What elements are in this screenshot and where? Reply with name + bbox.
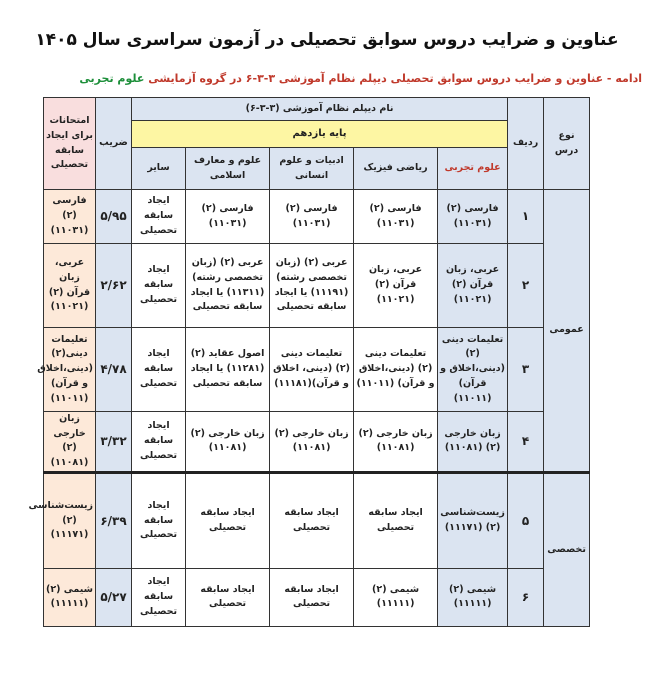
page-title: عناوین و ضرایب دروس سوابق تحصیلی در آزمون سراسری سال ۱۴۰۵ bbox=[35, 30, 619, 50]
cell-coefficient: ۴/۷۸ bbox=[96, 328, 132, 412]
cell-coefficient: ۳/۳۲ bbox=[96, 412, 132, 473]
cell-tajrobi: تعلیمات دینی (۲) (دینی،اخلاق و قرآن) (۱۱۰۱۱) bbox=[438, 328, 508, 412]
cell-exam: زبان خارجی (۲) (۱۱۰۸۱) bbox=[44, 412, 96, 473]
col-riazi: ریاضی فیزیک bbox=[354, 148, 438, 190]
cell-coefficient: ۶/۳۹ bbox=[96, 472, 132, 568]
cell-adabiat: زبان خارجی (۲) (۱۱۰۸۱) bbox=[270, 412, 354, 473]
row-number: ۵ bbox=[508, 472, 544, 568]
table-row bbox=[44, 244, 590, 328]
row-number: ۳ bbox=[508, 328, 544, 412]
subtitle-text: ادامه - عناوین و ضرایب دروس سوابق تحصیلی دیپلم نظام آموزشی ۳-۳-۶ در گروه آزمایشی bbox=[148, 72, 642, 85]
group-special: تخصصی bbox=[544, 472, 590, 626]
cell-sayer: ایجاد سابقه تحصیلی bbox=[132, 568, 186, 626]
cell-riazi: زبان خارجی (۲) (۱۱۰۸۱) bbox=[354, 412, 438, 473]
table-row bbox=[44, 472, 590, 568]
cell-tajrobi: زیست‌شناسی (۲) (۱۱۱۷۱) bbox=[438, 472, 508, 568]
cell-adabiat: عربی (۲) (زبان تخصصی رشته) (۱۱۱۹۱) یا ایجاد سابقه تحصیلی bbox=[270, 244, 354, 328]
col-adabiat: ادبیات و علوم انسانی bbox=[270, 148, 354, 190]
cell-maaref: عربی (۲) (زبان تخصصی رشته) (۱۱۳۱۱) یا ایجاد سابقه تحصیلی bbox=[186, 244, 270, 328]
cell-riazi: شیمی (۲) (۱۱۱۱۱) bbox=[354, 568, 438, 626]
subtitle bbox=[12, 72, 642, 85]
cell-exam: تعلیمات دینی(۲) (دینی،اخلاق و قرآن) (۱۱۰۱۱) bbox=[44, 328, 96, 412]
cell-maaref: زبان خارجی (۲) (۱۱۰۸۱) bbox=[186, 412, 270, 473]
cell-maaref: ایجاد سابقه تحصیلی bbox=[186, 568, 270, 626]
row-number: ۴ bbox=[508, 412, 544, 473]
cell-coefficient: ۵/۲۷ bbox=[96, 568, 132, 626]
cell-maaref: ایجاد سابقه تحصیلی bbox=[186, 472, 270, 568]
cell-exam: عربی، زبان قرآن (۲) (۱۱۰۲۱) bbox=[44, 244, 96, 328]
col-tajrobi: علوم تجربی bbox=[438, 148, 508, 190]
group-general: عمومی bbox=[544, 190, 590, 473]
col-sayer: سایر bbox=[132, 148, 186, 190]
subtitle-group: علوم تجربی bbox=[79, 72, 145, 85]
cell-adabiat: فارسی (۲) (۱۱۰۳۱) bbox=[270, 190, 354, 244]
col-maaref: علوم و معارف اسلامی bbox=[186, 148, 270, 190]
cell-adabiat: ایجاد سابقه تحصیلی bbox=[270, 568, 354, 626]
cell-tajrobi: فارسی (۲) (۱۱۰۳۱) bbox=[438, 190, 508, 244]
cell-sayer: ایجاد سابقه تحصیلی bbox=[132, 328, 186, 412]
cell-sayer: ایجاد سابقه تحصیلی bbox=[132, 190, 186, 244]
cell-tajrobi: زبان خارجی (۲) (۱۱۰۸۱) bbox=[438, 412, 508, 473]
row-number: ۱ bbox=[508, 190, 544, 244]
row-number: ۶ bbox=[508, 568, 544, 626]
row-number: ۲ bbox=[508, 244, 544, 328]
header-exams: امتحانات برای ایجاد سابقه تحصیلی bbox=[44, 98, 96, 190]
cell-riazi: فارسی (۲) (۱۱۰۳۱) bbox=[354, 190, 438, 244]
header-coefficient: ضریب bbox=[96, 98, 132, 190]
cell-adabiat: تعلیمات دینی (۲) (دینی، اخلاق و قرآن)(۱۱۱۸۱) bbox=[270, 328, 354, 412]
header-row: ردیف bbox=[508, 98, 544, 190]
cell-maaref: فارسی (۲) (۱۱۰۳۱) bbox=[186, 190, 270, 244]
table-row bbox=[44, 328, 590, 412]
cell-riazi: ایجاد سابقه تحصیلی bbox=[354, 472, 438, 568]
courses-table bbox=[28, 97, 590, 627]
cell-riazi: عربی، زبان قرآن (۲) (۱۱۰۲۱) bbox=[354, 244, 438, 328]
cell-coefficient: ۵/۹۵ bbox=[96, 190, 132, 244]
cell-exam: زیست‌شناسی (۲) (۱۱۱۷۱) bbox=[44, 472, 96, 568]
cell-exam: شیمی (۲) (۱۱۱۱۱) bbox=[44, 568, 96, 626]
cell-riazi: تعلیمات دینی (۲) (دینی،اخلاق و قرآن) (۱۱۰۱۱) bbox=[354, 328, 438, 412]
header-course-type: نوع درس bbox=[544, 98, 590, 190]
cell-sayer: ایجاد سابقه تحصیلی bbox=[132, 472, 186, 568]
cell-maaref: اصول عقاید (۲) (۱۱۲۸۱) یا ایجاد سابقه تحصیلی bbox=[186, 328, 270, 412]
table-row bbox=[44, 412, 590, 473]
cell-tajrobi: عربی، زبان قرآن (۲) (۱۱۰۲۱) bbox=[438, 244, 508, 328]
cell-sayer: ایجاد سابقه تحصیلی bbox=[132, 412, 186, 473]
header-grade: پایه یازدهم bbox=[132, 121, 508, 148]
table-row bbox=[44, 190, 590, 244]
cell-tajrobi: شیمی (۲) (۱۱۱۱۱) bbox=[438, 568, 508, 626]
table-row bbox=[44, 568, 590, 626]
cell-sayer: ایجاد سابقه تحصیلی bbox=[132, 244, 186, 328]
cell-coefficient: ۲/۶۲ bbox=[96, 244, 132, 328]
cell-adabiat: ایجاد سابقه تحصیلی bbox=[270, 472, 354, 568]
cell-exam: فارسی (۲) (۱۱۰۳۱) bbox=[44, 190, 96, 244]
header-diploma: نام دیپلم نظام آموزشی (۳-۳-۶) bbox=[132, 98, 508, 121]
